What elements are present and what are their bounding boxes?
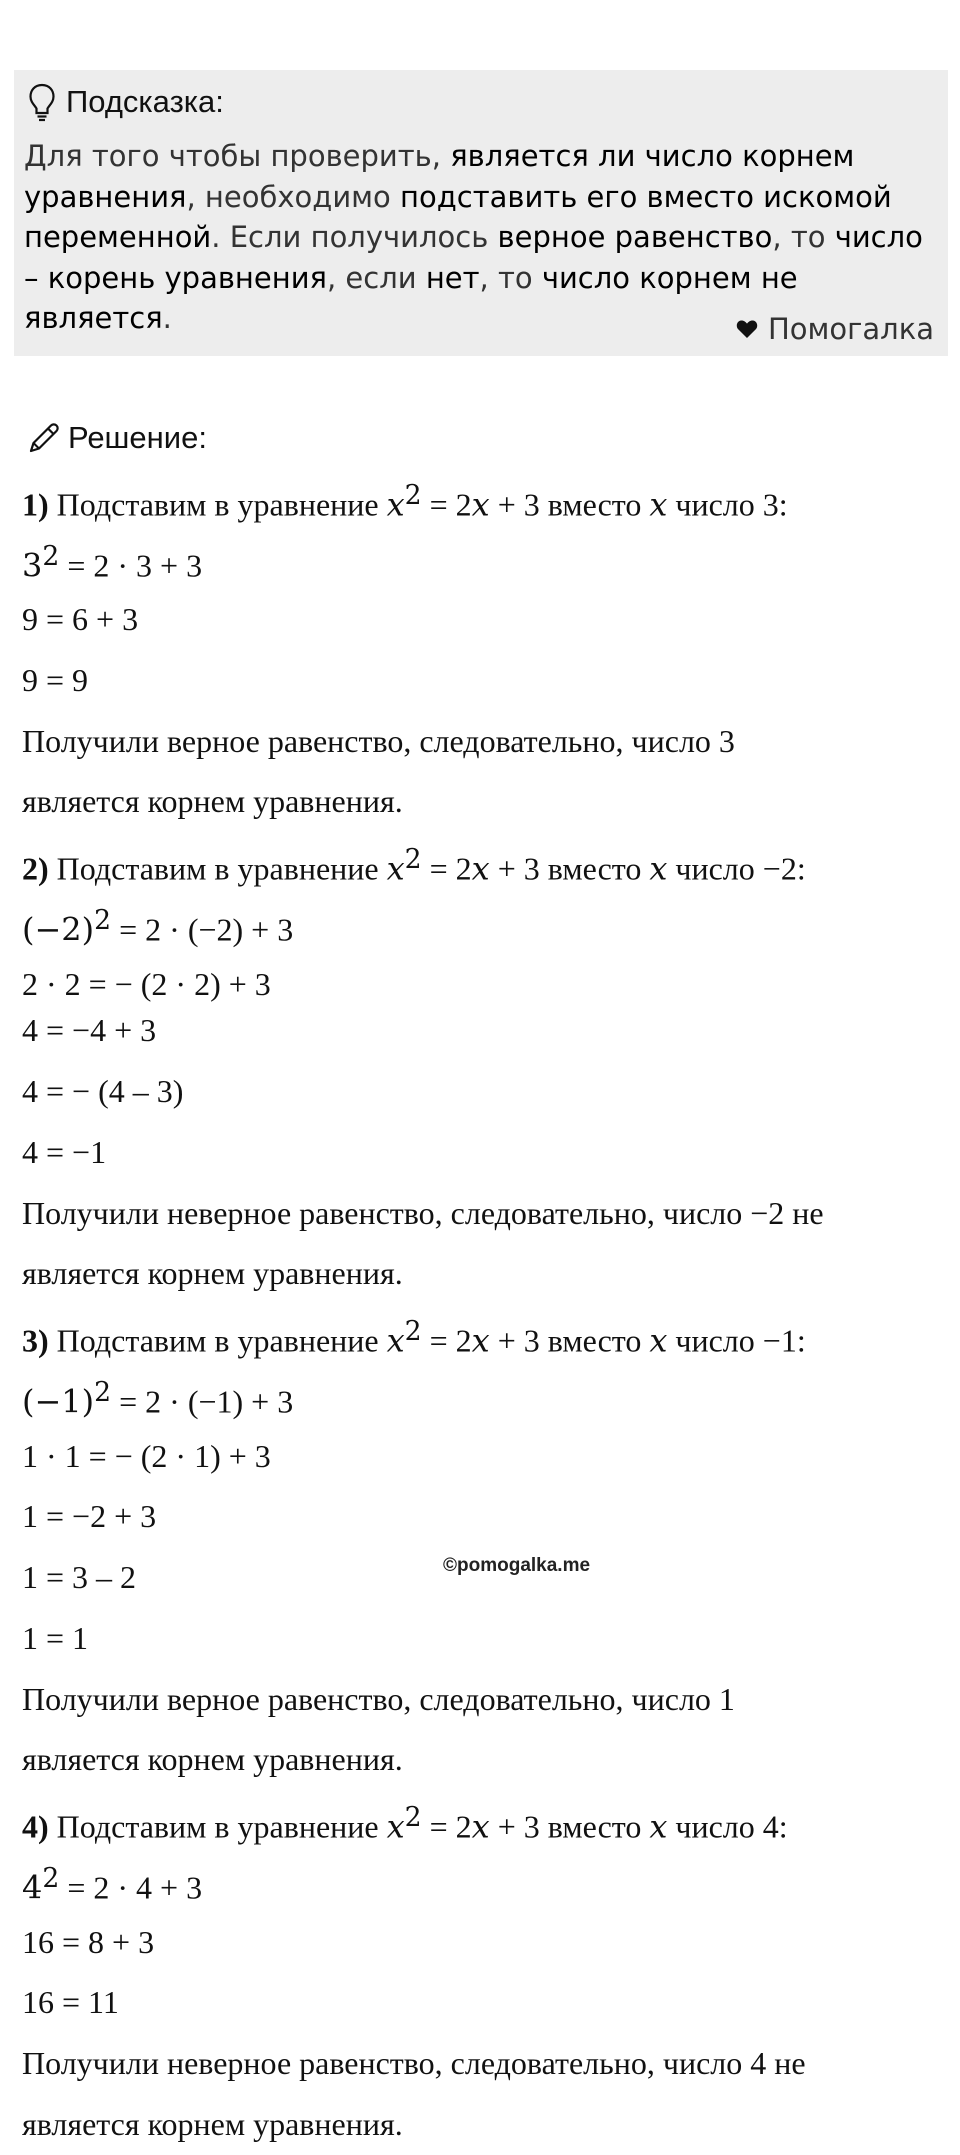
step-2-heading: 2) Подставим в уравнение $x^2 = 2x + 3$ вместо x число −2: [22, 844, 806, 888]
watermark: ©pomogalka.me [443, 1555, 591, 1576]
equation-line: 4 = −1 [22, 1134, 107, 1170]
equation-line: 4 = −4 + 3 [22, 1012, 157, 1048]
step-1-heading: 1) Подставим в уравнение $x^2 = 2x + 3$ вместо x число 3: [22, 480, 788, 524]
signature [736, 312, 934, 346]
equation-line: 1 · 1 = − (2 · 1) + 3 [22, 1438, 271, 1474]
step-3-heading: 3) Подставим в уравнение $x^2 = 2x + 3$ вместо x число −1: [22, 1316, 806, 1360]
conclusion-line: Получили верное равенство, следовательно, число 1 [22, 1681, 735, 1717]
solution-title: Решение: [68, 420, 207, 455]
conclusion-line: Получили неверное равенство, следовательно, число 4 не [22, 2045, 806, 2081]
lightbulb-icon [28, 82, 56, 122]
equation-line: 1 = 1 [22, 1620, 89, 1656]
equation-line: 9 = 9 [22, 662, 89, 698]
pencil-icon [26, 420, 62, 456]
hint-text: Для того чтобы проверить, является ли число корнем уравнения, необходимо подставить его вместо искомой переменной. Если получилось верное равенство, то число – корень уравнения, если нет, то число корнем не является. [24, 139, 923, 335]
equation-line: 1 = −2 + 3 [22, 1498, 157, 1534]
solution-header [26, 420, 207, 456]
heart-icon [736, 319, 758, 339]
equation-line: 9 = 6 + 3 [22, 601, 139, 637]
equation-line: $4^2 = 2 \cdot 4 + 3$ [22, 1863, 203, 1907]
conclusion-line: является корнем уравнения. [22, 2106, 403, 2142]
equation-line: 1 = 3 – 2 [22, 1559, 137, 1595]
step-4-heading: 4) Подставим в уравнение $x^2 = 2x + 3$ вместо x число 4: [22, 1802, 788, 1846]
equation-line: $(-1)^2 = 2 \cdot (-1) + 3$ [22, 1377, 294, 1421]
equation-line: 16 = 8 + 3 [22, 1924, 155, 1960]
equation-line: $(-2)^2 = 2 \cdot (-2) + 3$ [22, 905, 294, 949]
conclusion-line: Получили верное равенство, следовательно, число 3 [22, 723, 735, 759]
equation-line: 16 = 11 [22, 1984, 119, 2020]
conclusion-line: является корнем уравнения. [22, 1741, 403, 1777]
conclusion-line: является корнем уравнения. [22, 1255, 403, 1291]
equation-line: $3^2 = 2 \cdot 3 + 3$ [22, 541, 203, 585]
equation-line: 2 · 2 = − (2 · 2) + 3 [22, 966, 271, 1002]
hint-title: Подсказка: [66, 84, 224, 119]
conclusion-line: Получили неверное равенство, следовательно, число −2 не [22, 1195, 824, 1231]
conclusion-line: является корнем уравнения. [22, 783, 403, 819]
signature-text: Помогалка [768, 312, 934, 346]
hint-header [28, 82, 224, 122]
hint-box [14, 70, 948, 356]
equation-line: 4 = − (4 – 3) [22, 1073, 184, 1109]
